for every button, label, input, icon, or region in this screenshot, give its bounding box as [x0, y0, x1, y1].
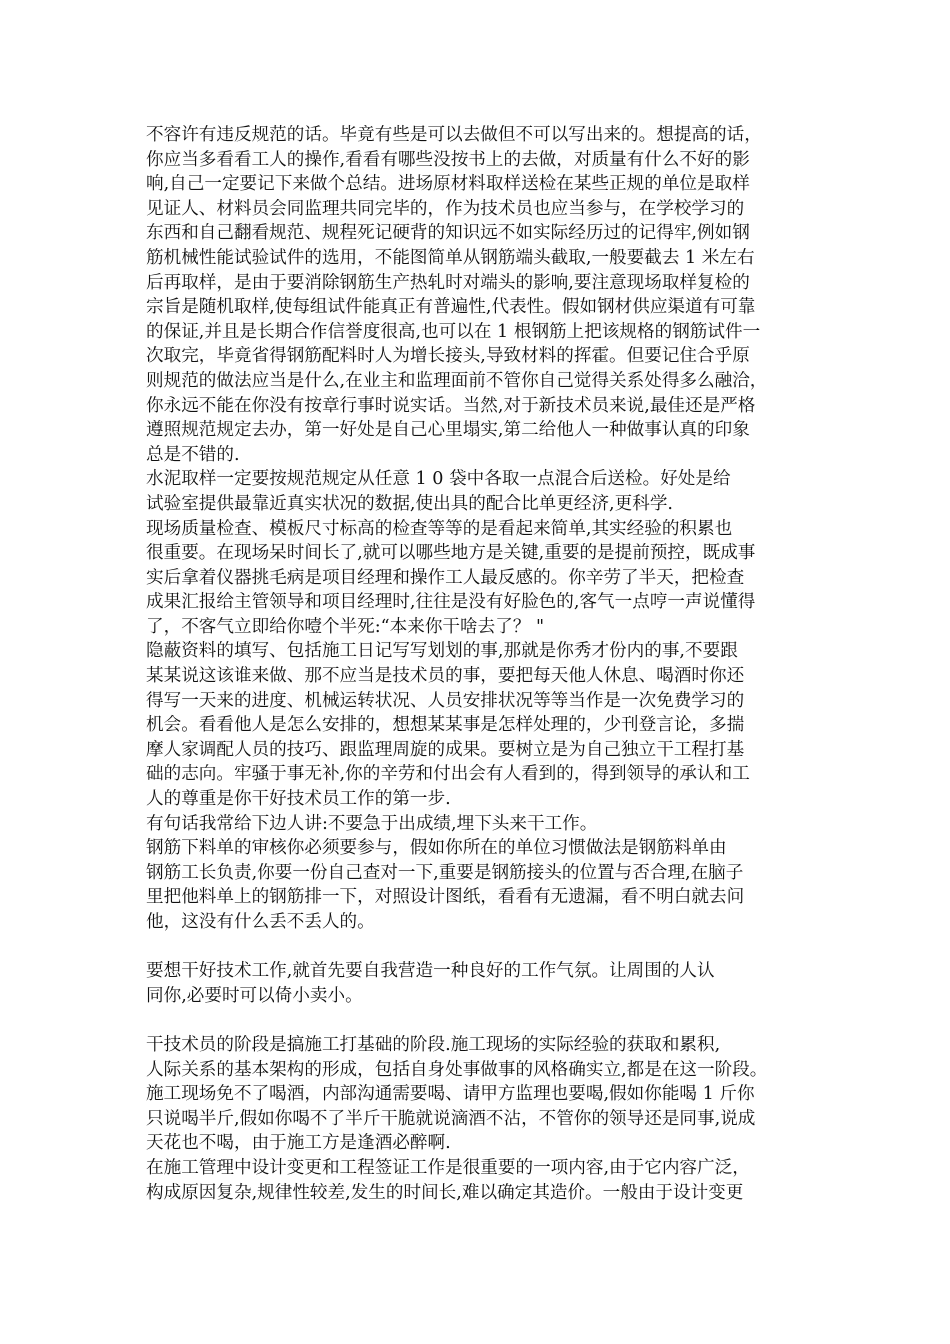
text-line: 了，不客气立即给你噎个半死:“本来你干啥去了？ "	[146, 616, 545, 637]
text-line: 础的志向。牢骚于事无补,你的辛劳和付出会有人看到的，得到领导的承认和工	[146, 764, 750, 785]
text-line: 只说喝半斤,假如你喝不了半斤干脆就说滴酒不沾，不管你的领导还是同事,说成	[146, 1108, 756, 1129]
text-line: 在施工管理中设计变更和工程签证工作是很重要的一项内容,由于它内容广泛，	[146, 1157, 750, 1178]
text-line	[146, 1008, 806, 1033]
text-line: 要想干好技术工作,就首先要自我营造一种良好的工作气氛。让周围的人认	[146, 961, 715, 982]
text-line: 总是不错的.	[146, 444, 240, 465]
text-line: 你应当多看看工人的操作,看看有哪些没按书上的去做，对质量有什么不好的影	[146, 149, 750, 170]
text-line: 遵照规范规定去办，第一好处是自己心里塌实,第二给他人一种做事认真的印象	[146, 420, 750, 441]
text-line: 后再取样，是由于要消除钢筋生产热轧时对端头的影响,要注意现场取样复检的	[146, 272, 750, 293]
text-line: 见证人、材料员会同监理共同完毕的，作为技术员也应当参与，在学校学习的	[146, 198, 745, 219]
text-line: 构成原因复杂,规律性较差,发生的时间长,难以确定其造价。一般由于设计变更	[146, 1182, 744, 1203]
text-line: 天花也不喝，由于施工方是逢酒必醉啊.	[146, 1133, 451, 1154]
text-line: 宗旨是随机取样,使每组试件能真正有普遍性,代表性。假如钢材供应渠道有可靠	[146, 297, 756, 318]
text-line: 筋机械性能试验试件的选用，不能图简单从钢筋端头截取,一般要截去 1 米左右	[146, 247, 755, 268]
text-line: 施工现场免不了喝酒，内部沟通需要喝、请甲方监理也要喝,假如你能喝 1 斤你	[146, 1084, 755, 1105]
text-line: 成果汇报给主管领导和项目经理时,往往是没有好脸色的,客气一点哼一声说懂得	[146, 592, 756, 613]
text-line: 则规范的做法应当是什么,在业主和监理面前不管你自己觉得关系处得多么融洽，	[146, 370, 768, 391]
text-line: 钢筋下料单的审核你必须要参与，假如你所在的单位习惯做法是钢筋料单由	[146, 838, 727, 859]
text-line: 的保证,并且是长期合作信誉度很高,也可以在 1 根钢筋上把该规格的钢筋试件一	[146, 321, 761, 342]
text-line: 机会。看看他人是怎么安排的，想想某某事是怎样处理的，少刊登言论，多揣	[146, 715, 745, 736]
text-line: 钢筋工长负责,你要一份自己查对一下,重要是钢筋接头的位置与否合理,在脑子	[146, 862, 744, 883]
text-line: 得写一天来的进度、机械运转状况、人员安排状况等等当作是一次免费学习的	[146, 690, 745, 711]
text-line: 干技术员的阶段是搞施工打基础的阶段.施工现场的实际经验的获取和累积,	[146, 1034, 721, 1055]
text-line: 试验室提供最靠近真实状况的数据,使出具的配合比单更经济,更科学.	[146, 493, 673, 514]
text-line: 东西和自己翻看规范、规程死记硬背的知识远不如实际经历过的记得牢,例如钢	[146, 223, 750, 244]
text-line: 有句话我常给下边人讲:不要急于出成绩,埋下头来干工作。	[146, 813, 598, 834]
text-line: 里把他料单上的钢筋排一下，对照设计图纸，看看有无遗漏，看不明白就去问	[146, 887, 745, 908]
text-line: 他，这没有什么丢不丢人的。	[146, 912, 375, 932]
text-line: 很重要。在现场呆时间长了,就可以哪些地方是关键,重要的是提前预控，既成事	[146, 543, 756, 564]
text-line: 响,自己一定要记下来做个总结。进场原材料取样送检在某些正规的单位是取样	[146, 174, 750, 195]
text-line: 你永远不能在你没有按章行事时说实话。当然,对于新技术员来说,最佳还是严格	[146, 395, 756, 416]
text-line	[146, 935, 806, 960]
text-line: 隐蔽资料的填写、包括施工日记写写划划的事,那就是你秀才份内的事,不要跟	[146, 641, 738, 662]
text-line: 某某说这该谁来做、那不应当是技术员的事，要把每天他人休息、喝酒时你还	[146, 666, 745, 687]
text-line: 不容许有违反规范的话。毕竟有些是可以去做但不可以写出来的。想提高的话，	[146, 125, 762, 145]
text-line: 人的尊重是你干好技术员工作的第一步.	[146, 789, 451, 810]
text-line: 实后拿着仪器挑毛病是项目经理和操作工人最反感的。你辛劳了半天，把检查	[146, 567, 745, 588]
text-line: 水泥取样一定要按规范规定从任意 1 0 袋中各取一点混合后送检。好处是给	[146, 469, 731, 490]
body-text	[146, 123, 806, 1205]
text-line: 次取完，毕竟省得钢筋配料时人为增长接头,导致材料的挥霍。但要记住合乎原	[146, 346, 750, 367]
text-line: 现场质量检查、模板尺寸标高的检查等等的是看起来简单,其实经验的积累也	[146, 518, 733, 539]
text-line: 摩人家调配人员的技巧、跟监理周旋的成果。要树立是为自己独立干工程打基	[146, 739, 745, 760]
text-line: 同你,必要时可以倚小卖小。	[146, 985, 363, 1006]
text-line: 人际关系的基本架构的形成，包括自身处事做事的风格确实立,都是在这一阶段。	[146, 1059, 768, 1080]
